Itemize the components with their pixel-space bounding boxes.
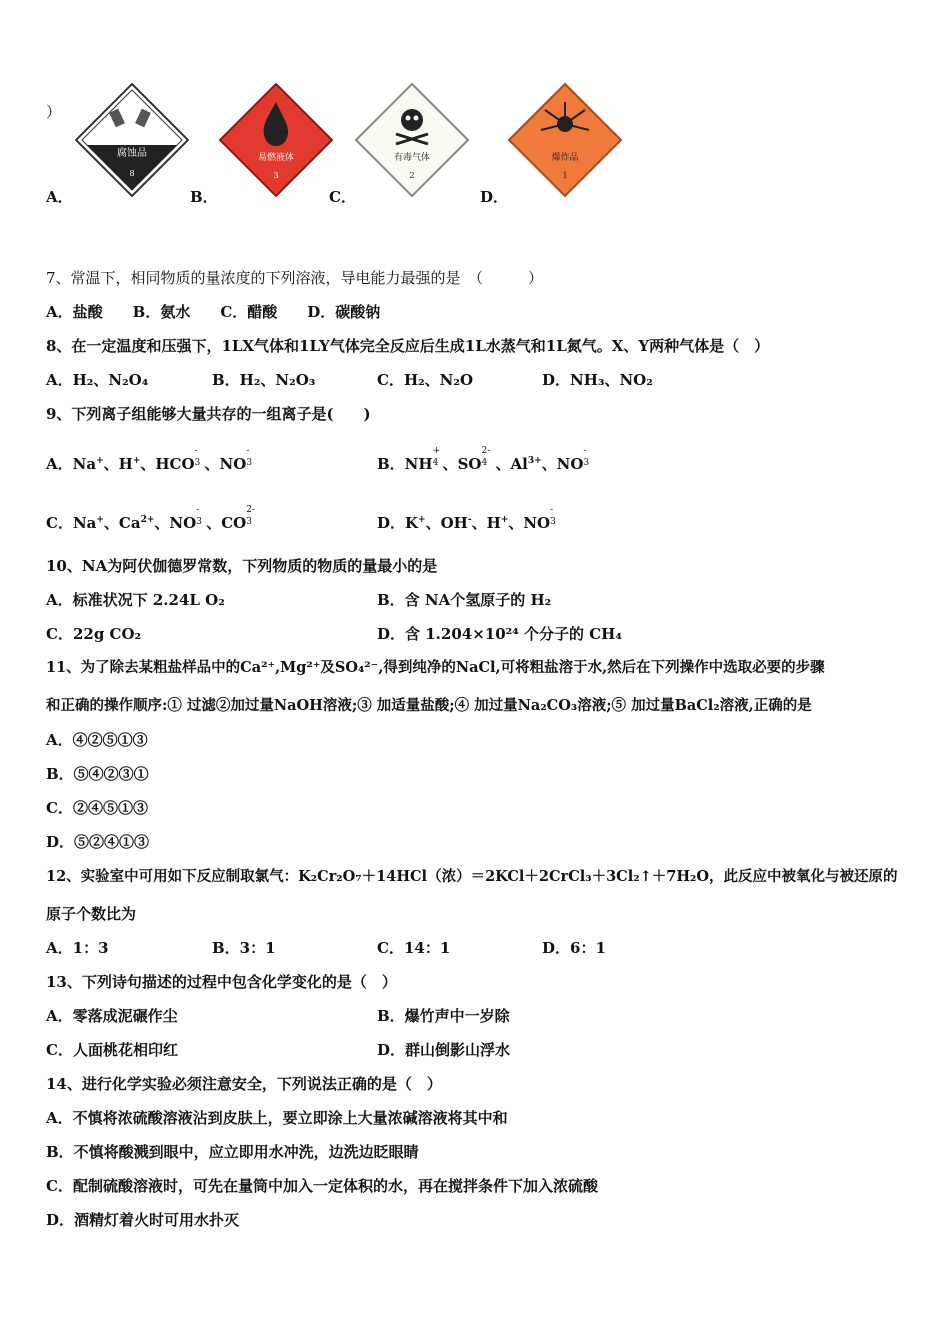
q9-option-b[interactable]: B．NH + 4 、SO 2- 4 、$Al^{3+}$、NO - 3 <box>377 446 590 473</box>
q8-option-c[interactable]: C．H₂、N₂O <box>377 371 474 389</box>
q10-option-a[interactable]: A．标准状况下 2.24L O₂ <box>46 591 225 609</box>
q12-stem-line1: 12、实验室中可用如下反应制取氯气：K₂Cr₂O₇＋14HCl（浓）＝2KCl＋2CrCl₃＋3Cl₂↑＋7H₂O，此反应中被氧化与被还原的 <box>46 868 898 885</box>
corrosive-sign-icon[interactable] <box>72 80 192 200</box>
q12-option-b[interactable]: B．3：1 <box>212 939 276 957</box>
q11-stem-line2: 和正确的操作顺序:① 过滤②加过量NaOH溶液;③ 加适量盐酸;④ 加过量Na₂CO₃溶液;⑤ 加过量BaCl₂溶液,正确的是 <box>46 697 812 714</box>
q11-stem-line1: 11、为了除去某粗盐样品中的Ca²⁺,Mg²⁺及SO₄²⁻,得到纯净的NaCl,可将粗盐溶于水,然后在下列操作中选取必要的步骤 <box>46 659 825 676</box>
sign-a-num: 8 <box>129 169 135 178</box>
q7-stem: 7、常温下，相同物质的量浓度的下列溶液，导电能力最强的是 （ ） <box>46 269 544 287</box>
q10-stem: 10、NA为阿伏伽德罗常数，下列物质的物质的量最小的是 <box>46 557 438 575</box>
q14-option-b[interactable]: B．不慎将酸溅到眼中，应立即用水冲洗，边洗边眨眼睛 <box>46 1143 419 1161</box>
option-c-letter[interactable]: C． <box>329 188 356 206</box>
sign-c-num: 2 <box>409 171 415 180</box>
sign-d-num: 1 <box>562 171 568 180</box>
q13-stem: 13、下列诗句描述的过程中包含化学变化的是（ ） <box>46 973 397 991</box>
sign-d-label: 爆炸品 <box>551 153 579 163</box>
q12-option-c[interactable]: C．14：1 <box>377 939 451 957</box>
q11-option-a[interactable]: A．④②⑤①③ <box>46 731 148 749</box>
q9-option-a[interactable]: A．Na+、H+、HCO - 3 、NO - 3 <box>46 446 253 473</box>
q14-option-a[interactable]: A．不慎将浓硫酸溶液沾到皮肤上，要立即涂上大量浓碱溶液将其中和 <box>46 1109 508 1127</box>
q11-option-c[interactable]: C．②④⑤①③ <box>46 799 148 817</box>
sign-a-label: 腐蚀品 <box>117 148 147 159</box>
q13-option-d[interactable]: D．群山倒影山浮水 <box>377 1041 511 1059</box>
q9-stem: 9、下列离子组能够大量共存的一组离子是( ) <box>46 405 371 423</box>
q8-stem: 8、在一定温度和压强下，1LX气体和1LY气体完全反应后生成1L水蒸气和1L氮气。X、Y两种气体是（ ） <box>46 337 770 355</box>
q8-option-b[interactable]: B．H₂、N₂O₃ <box>212 371 316 389</box>
option-d-letter[interactable]: D． <box>480 188 509 206</box>
toxic-gas-sign-icon[interactable] <box>352 80 472 200</box>
q9-option-c[interactable]: C．Na+、$Ca^{2+}$、NO - 3 、CO 2- 3 <box>46 505 255 532</box>
q7-options[interactable]: A．盐酸 B．氨水 C．醋酸 D．碳酸钠 <box>46 303 381 321</box>
q10-option-d[interactable]: D．含 1.204×10²⁴ 个分子的 CH₄ <box>377 625 622 643</box>
q10-option-b[interactable]: B．含 NA个氢原子的 H₂ <box>377 591 552 609</box>
q14-option-c[interactable]: C．配制硫酸溶液时，可先在量筒中加入一定体积的水，再在搅拌条件下加入浓硫酸 <box>46 1177 598 1195</box>
option-b-letter[interactable]: B． <box>190 188 218 206</box>
q12-option-d[interactable]: D．6：1 <box>542 939 606 957</box>
q12-option-a[interactable]: A．1：3 <box>46 939 109 957</box>
flammable-liquid-sign-icon[interactable] <box>216 80 336 200</box>
q8-option-d[interactable]: D．NH₃、NO₂ <box>542 371 653 389</box>
option-a-letter[interactable]: A． <box>46 188 73 206</box>
q13-option-c[interactable]: C．人面桃花相印红 <box>46 1041 178 1059</box>
q8-option-a[interactable]: A．H₂、N₂O₄ <box>46 371 149 389</box>
q11-option-b[interactable]: B．⑤④②③① <box>46 765 149 783</box>
q13-option-a[interactable]: A．零落成泥碾作尘 <box>46 1007 178 1025</box>
explosive-sign-icon[interactable] <box>505 80 625 200</box>
q9-option-d[interactable]: D．K+、OH-、H+、NO - 3 <box>377 505 556 532</box>
q14-stem: 14、进行化学实验必须注意安全，下列说法正确的是（ ） <box>46 1075 442 1093</box>
q14-option-d[interactable]: D．酒精灯着火时可用水扑灭 <box>46 1211 240 1229</box>
continued-paren: ） <box>46 103 62 121</box>
q12-stem-line2: 原子个数比为 <box>46 905 137 923</box>
sign-b-num: 3 <box>273 171 279 180</box>
sign-c-label: 有毒气体 <box>393 153 431 163</box>
sign-b-label: 易燃液体 <box>257 153 295 163</box>
q11-option-d[interactable]: D．⑤②④①③ <box>46 833 150 851</box>
q10-option-c[interactable]: C．22g CO₂ <box>46 625 142 643</box>
q13-option-b[interactable]: B．爆竹声中一岁除 <box>377 1007 510 1025</box>
